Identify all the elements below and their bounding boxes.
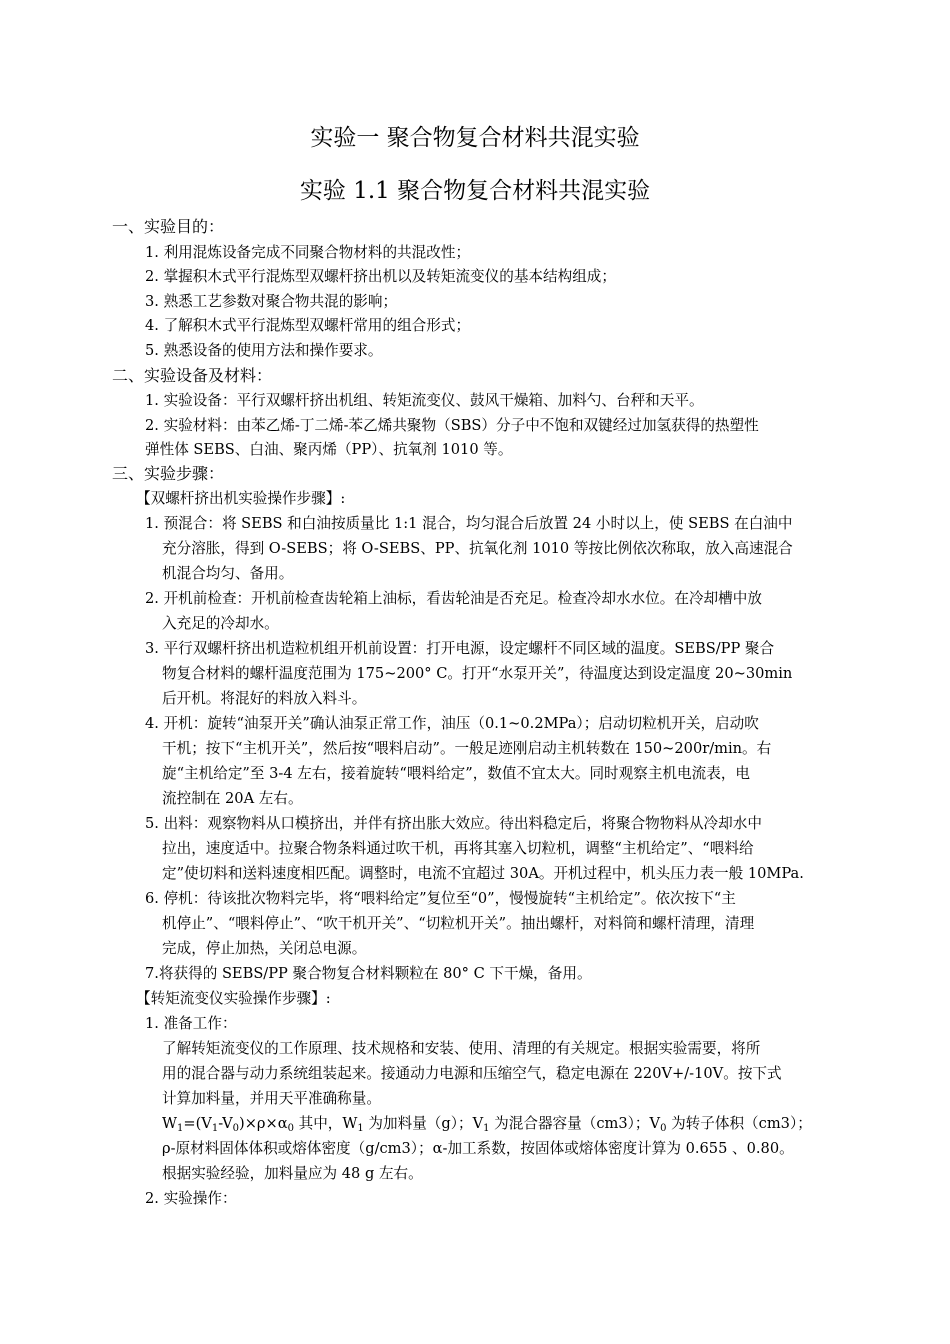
formula-subscript: 1	[211, 1123, 219, 1134]
equipment-heading: 二、实验设备及材料：	[112, 366, 273, 385]
formula-desc-line: ρ-原材料固体体积或熔体密度（g/cm3）；α-加工系数，按固体或熔体密度计算为 0.655 、0.80。	[162, 1140, 794, 1157]
formula-text: 为混合器容量（cm3）；V	[489, 1115, 661, 1132]
formula-text: )×ρ×α	[239, 1115, 288, 1132]
step-line: 机混合均匀、备用。	[162, 565, 294, 582]
formula-text: 为加料量（g）；V	[363, 1115, 484, 1132]
purpose-item: 4. 了解积木式平行混炼型双螺杆常用的组合形式；	[145, 317, 471, 334]
formula-subscript: 0	[660, 1123, 667, 1134]
formula-text: =(V	[183, 1115, 212, 1132]
purpose-item: 3. 熟悉工艺参数对聚合物共混的影响；	[145, 293, 398, 310]
equipment-line: 1. 实验设备：平行双螺杆挤出机组、转矩流变仪、鼓风干燥箱、加料勺、台秤和天平。	[145, 392, 704, 409]
step-line: 入充足的冷却水。	[162, 615, 279, 632]
step-line: 物复合材料的螺杆温度范围为 175~200° C。打开“水泵开关”，待温度达到设定温度 20~30min	[162, 665, 793, 682]
step-line: 流控制在 20A 左右。	[162, 790, 303, 807]
step-line: 干机；按下“主机开关”，然后按“喂料启动”。一般足迹刚启动主机转数在 150~200r/min。右	[162, 740, 772, 757]
purpose-item: 1. 利用混炼设备完成不同聚合物材料的共混改性；	[145, 244, 471, 261]
materials-line: 2. 实验材料：由苯乙烯-丁二烯-苯乙烯共聚物（SBS）分子中不饱和双键经过加氢获得的热塑性	[145, 417, 759, 434]
step-line: 6. 停机：待该批次物料完毕，将“喂料给定”复位至“0”，慢慢旋转“主机给定”。依次按下“主	[145, 890, 736, 907]
formula-text: 其中，W	[293, 1115, 358, 1132]
section-title: 实验 1.1 聚合物复合材料共混实验	[299, 178, 651, 204]
formula-desc-line: 根据实验经验，加料量应为 48 g 左右。	[162, 1165, 423, 1182]
formula-subscript: 1	[177, 1123, 184, 1134]
page-title: 实验一 聚合物复合材料共混实验	[310, 125, 640, 151]
step-line: 4. 开机：旋转“油泵开关”确认油泵正常工作，油压（0.1~0.2MPa）；启动切粒机开关，启动吹	[145, 715, 759, 732]
purpose-item: 2. 掌握积木式平行混炼型双螺杆挤出机以及转矩流变仪的基本结构组成；	[145, 268, 616, 285]
formula-text: -V	[218, 1115, 233, 1132]
formula-subscript: 1	[357, 1123, 364, 1134]
step-line: 7.将获得的 SEBS/PP 聚合物复合材料颗粒在 80° C 下干燥，备用。	[145, 965, 592, 982]
step-line: 定”使切料和送料速度相匹配。调整时，电流不宜超过 30A。开机过程中，机头压力表一般 10MPa.	[162, 865, 804, 882]
step-line: 5. 出料：观察物料从口模挤出，并伴有挤出胀大效应。待出料稳定后，将聚合物物料从冷却水中	[145, 815, 762, 832]
formula-subscript: 1	[483, 1123, 490, 1134]
step-line: 2. 开机前检查：开机前检查齿轮箱上油标，看齿轮油是否充足。检查冷却水水位。在冷却槽中放	[145, 590, 762, 607]
step-line: 拉出，速度适中。拉聚合物条料通过吹干机，再将其塞入切粒机，调整“主机给定”、“喂料给	[162, 840, 754, 857]
step-line: 旋“主机给定”至 3-4 左右，接着旋转“喂料给定”，数值不宜太大。同时观察主机电流表，电	[162, 765, 751, 782]
steps-heading: 三、实验步骤：	[112, 464, 225, 483]
extruder-subtitle: 【双螺杆挤出机实验操作步骤】:	[136, 490, 346, 507]
purpose-heading: 一、实验目的：	[112, 217, 225, 236]
prep-line: 计算加料量，并用天平准确称量。	[162, 1090, 381, 1107]
prep-line: 用的混合器与动力系统组装起来。接通动力电源和压缩空气，稳定电源在 220V+/-10V。按下式	[162, 1065, 782, 1082]
step-line: 后开机。将混好的料放入料斗。	[162, 690, 367, 707]
rheometer-subtitle: 【转矩流变仪实验操作步骤】:	[136, 990, 331, 1007]
step-line: 机停止”、“喂料停止”、“吹干机开关”、“切粒机开关”。抽出螺杆，对料筒和螺杆清理，清理	[162, 915, 755, 932]
prep-label: 1. 准备工作：	[145, 1015, 237, 1032]
formula-text: W	[162, 1115, 177, 1132]
operation-label: 2. 实验操作：	[145, 1190, 237, 1207]
formula-subscript: 0	[232, 1123, 240, 1134]
formula-subscript: 0	[287, 1123, 294, 1134]
step-line: 3. 平行双螺杆挤出机造粒机组开机前设置：打开电源，设定螺杆不同区域的温度。SEBS/PP 聚合	[145, 640, 775, 657]
step-line: 1. 预混合：将 SEBS 和白油按质量比 1:1 混合，均匀混合后放置 24 小时以上，使 SEBS 在白油中	[145, 515, 793, 532]
step-line: 充分溶胀，得到 O-SEBS；将 O-SEBS、PP、抗氧化剂 1010 等按比例依次称取，放入高速混合	[162, 540, 793, 557]
prep-line: 了解转矩流变仪的工作原理、技术规格和安装、使用、清理的有关规定。根据实验需要，将所	[162, 1040, 761, 1057]
purpose-item: 5. 熟悉设备的使用方法和操作要求。	[145, 342, 383, 359]
step-line: 完成，停止加热，关闭总电源。	[162, 940, 367, 957]
materials-line: 弹性体 SEBS、白油、聚丙烯（PP）、抗氧剂 1010 等。	[145, 441, 513, 458]
formula-text: 为转子体积（cm3）；	[666, 1115, 812, 1132]
